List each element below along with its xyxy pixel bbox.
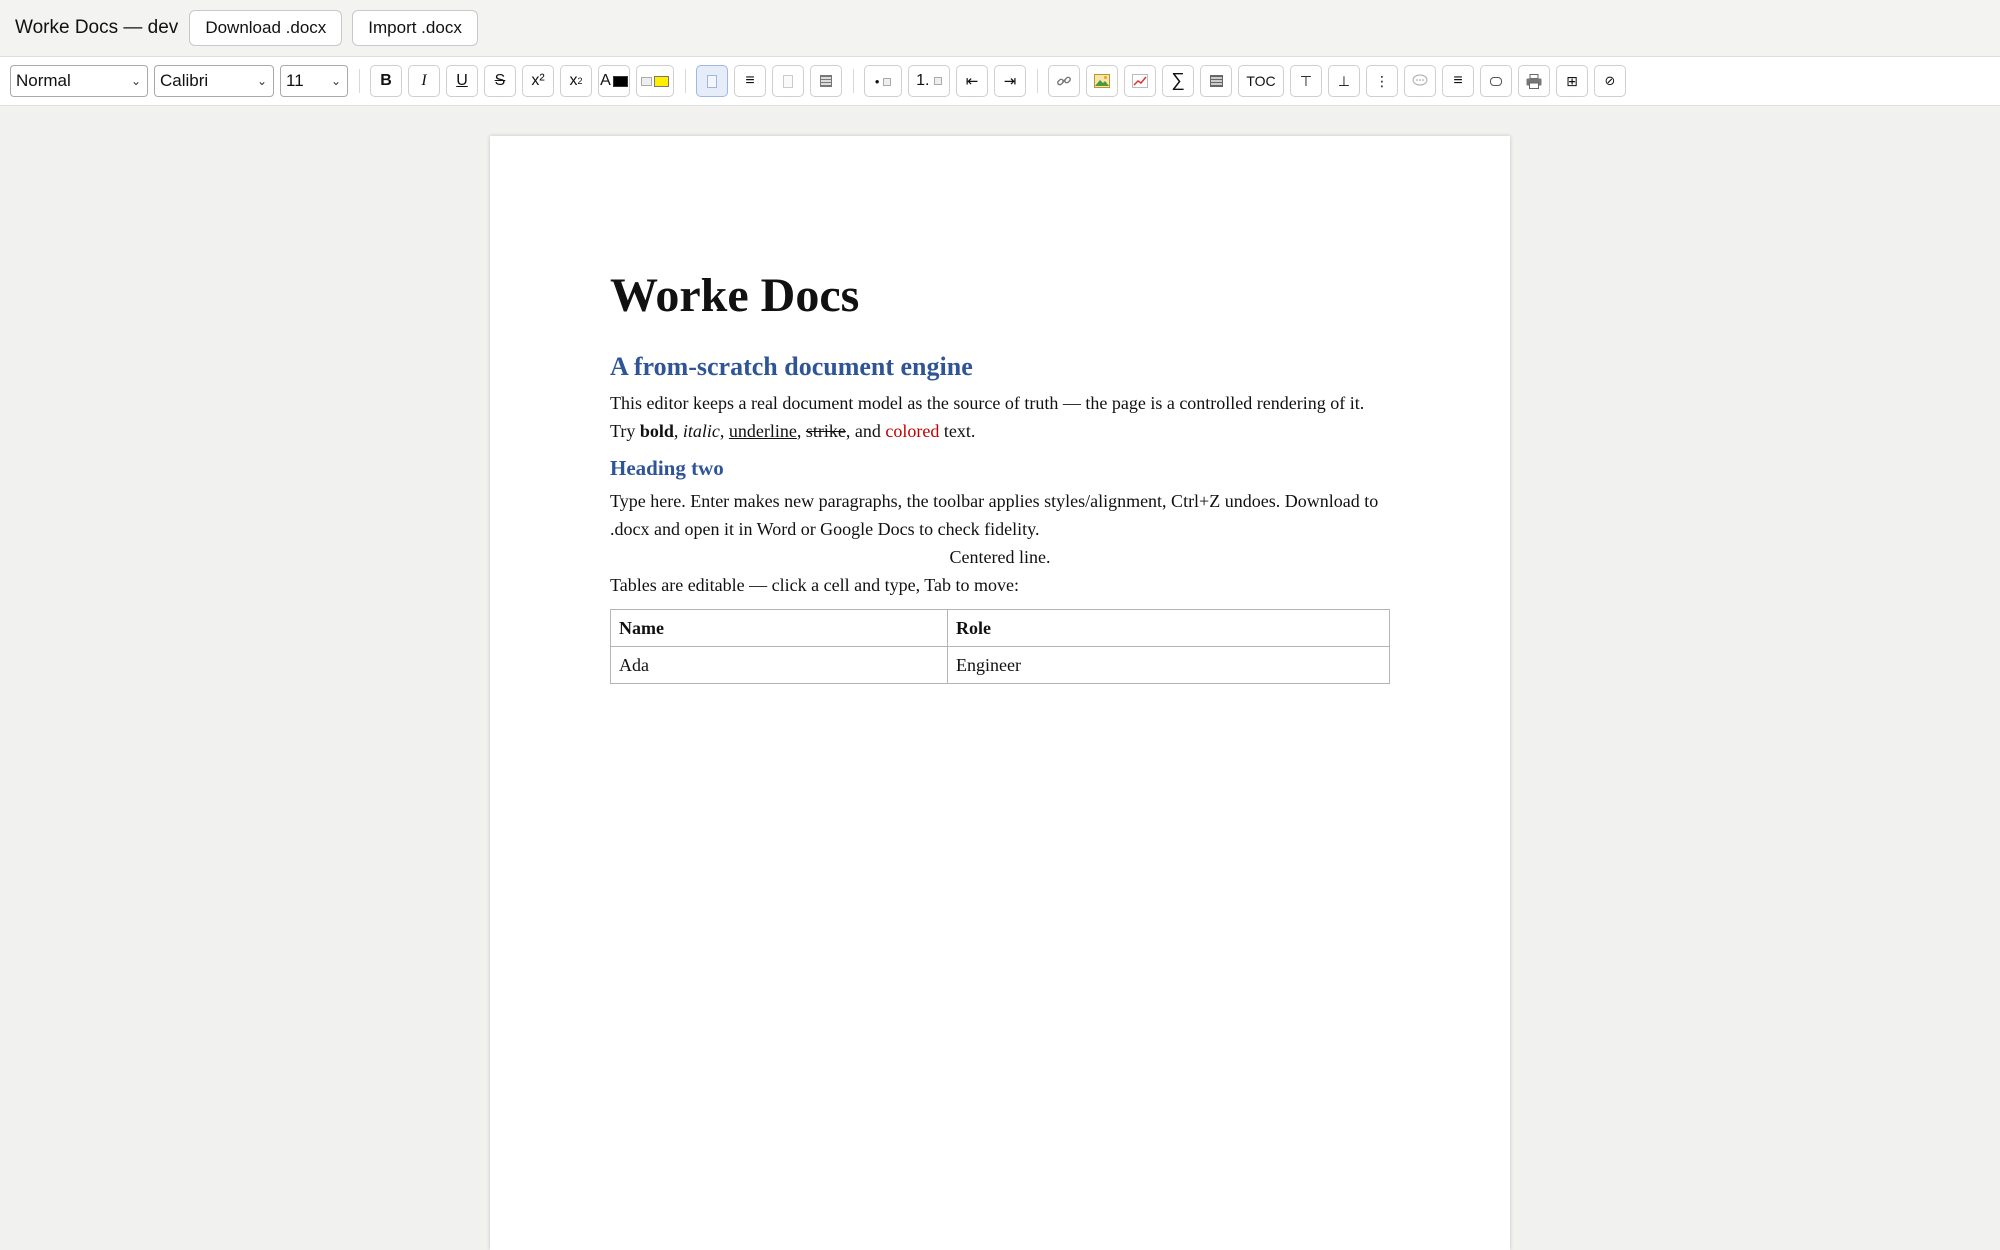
italic-label: I <box>421 72 427 89</box>
numbered-list-label: 1. <box>916 72 930 89</box>
align-bottom-button[interactable] <box>1328 65 1360 97</box>
table-cell[interactable]: Engineer <box>948 647 1390 684</box>
document-table <box>610 609 1390 684</box>
underline-button[interactable] <box>446 65 478 97</box>
bold-label: B <box>380 72 392 89</box>
heading-two[interactable]: Heading two <box>610 456 724 480</box>
subscript-button[interactable] <box>560 65 592 97</box>
image-icon <box>1094 74 1110 88</box>
text-run: Try <box>610 421 640 441</box>
chevron-down-icon: ⌄ <box>330 74 341 88</box>
numbered-list-icon <box>934 77 942 85</box>
indent-button[interactable] <box>994 65 1026 97</box>
outdent-button[interactable] <box>956 65 988 97</box>
align-bottom-icon: ⊥ <box>1337 72 1351 89</box>
toolbar-divider <box>1037 69 1038 93</box>
bold-text: bold <box>639 421 674 441</box>
align-top-icon: ⊤ <box>1299 72 1313 89</box>
highlight-color-swatch <box>654 76 669 87</box>
align-top-button[interactable] <box>1290 65 1322 97</box>
justify-icon <box>820 75 832 87</box>
add-comment-button[interactable] <box>1404 65 1436 97</box>
subscript-label: x <box>569 72 578 89</box>
bold-button[interactable] <box>370 65 402 97</box>
chevron-down-icon: ⌄ <box>256 74 267 88</box>
font-family-select[interactable] <box>154 65 274 97</box>
underline-label: U <box>456 72 468 89</box>
strike-text: strike <box>805 421 846 441</box>
document-page[interactable] <box>490 136 1510 1250</box>
insert-equation-button[interactable] <box>1162 65 1194 97</box>
import-docx-button[interactable]: Import .docx <box>352 10 478 46</box>
paragraph-instructions[interactable]: Type here. Enter makes new paragraphs, the toolbar applies styles/alignment, Ctrl+Z undoes. Download to .docx and open it in Word or Google Docs to check fidelity. <box>610 491 1379 539</box>
text-run: text. <box>939 421 976 441</box>
download-docx-button[interactable]: Download .docx <box>189 10 342 46</box>
highlight-color-button[interactable] <box>636 65 674 97</box>
document-subtitle[interactable]: A from-scratch document engine <box>610 352 973 381</box>
toolbar-divider <box>359 69 360 93</box>
font-size-value: 11 <box>286 71 304 90</box>
paragraph-style-select[interactable] <box>10 65 148 97</box>
clear-format-icon: ⊘ <box>1604 73 1616 88</box>
justify-button[interactable] <box>810 65 842 97</box>
paragraph-formatting-demo[interactable] <box>610 417 1390 445</box>
formatting-toolbar <box>0 57 2000 106</box>
align-center-icon: ≡ <box>745 72 755 89</box>
equation-icon: ∑ <box>1171 70 1185 91</box>
insert-chart-button[interactable] <box>1124 65 1156 97</box>
align-left-icon <box>707 75 717 88</box>
indent-icon: ⇥ <box>1003 73 1017 90</box>
text-run: , <box>673 421 683 441</box>
align-left-button[interactable] <box>696 65 728 97</box>
paragraph-table-intro[interactable]: Tables are editable — click a cell and type, Tab to move: <box>610 575 1019 595</box>
menu-button[interactable] <box>1442 65 1474 97</box>
align-center-button[interactable] <box>734 65 766 97</box>
print-icon <box>1526 74 1542 89</box>
text-color-button[interactable] <box>598 65 630 97</box>
text-color-swatch <box>613 76 628 87</box>
text-color-label: A <box>600 72 611 89</box>
insert-shape-button[interactable] <box>1480 65 1512 97</box>
paragraph-style-value: Normal <box>16 71 71 90</box>
superscript-button[interactable] <box>522 65 554 97</box>
underline-text: underline <box>728 421 797 441</box>
text-run: , <box>796 421 806 441</box>
superscript-label: x² <box>531 72 545 89</box>
subscript-digit: 2 <box>577 76 583 86</box>
top-bar <box>0 0 2000 57</box>
toc-label: TOC <box>1246 73 1276 89</box>
table-header-row <box>611 610 1390 647</box>
font-size-select[interactable] <box>280 65 348 97</box>
chevron-down-icon: ⌄ <box>130 74 141 88</box>
table-icon <box>1210 75 1223 87</box>
text-run: , <box>719 421 729 441</box>
numbered-list-button[interactable] <box>908 65 950 97</box>
insert-image-button[interactable] <box>1086 65 1118 97</box>
strikethrough-button[interactable] <box>484 65 516 97</box>
bullet-list-icon: • <box>875 74 891 89</box>
insert-link-button[interactable] <box>1048 65 1080 97</box>
outdent-icon: ⇤ <box>965 73 979 90</box>
centered-line[interactable]: Centered line. <box>949 547 1051 567</box>
app-title: Worke Docs — dev <box>15 17 179 38</box>
shape-icon <box>1490 77 1502 86</box>
font-family-value: Calibri <box>160 71 209 90</box>
align-right-icon <box>783 75 793 88</box>
bullet-list-button[interactable] <box>864 65 902 97</box>
toolbar-divider <box>685 69 686 93</box>
table-header-cell[interactable]: Name <box>611 610 948 647</box>
align-right-button[interactable] <box>772 65 804 97</box>
grid-button[interactable] <box>1556 65 1588 97</box>
colored-text: colored <box>885 421 940 441</box>
paragraph-intro[interactable]: This editor keeps a real document model as the source of truth — the page is a controlled rendering of it. <box>610 393 1365 413</box>
print-button[interactable] <box>1518 65 1550 97</box>
strike-label: S <box>494 72 506 89</box>
more-icon: ⋮ <box>1375 72 1389 89</box>
grid-icon: ⊞ <box>1566 72 1578 89</box>
table-header-cell[interactable]: Role <box>948 610 1390 647</box>
clear-formatting-button[interactable] <box>1594 65 1626 97</box>
insert-table-button[interactable] <box>1200 65 1232 97</box>
table-row <box>611 647 1390 684</box>
link-icon <box>1056 73 1072 89</box>
document-body[interactable] <box>610 266 1390 684</box>
italic-text: italic <box>682 421 720 441</box>
document-title[interactable]: Worke Docs <box>610 269 860 322</box>
menu-icon: ≡ <box>1453 72 1463 89</box>
insert-toc-button[interactable] <box>1238 65 1284 97</box>
chart-icon <box>1132 74 1148 88</box>
highlight-icon <box>641 77 652 86</box>
more-options-button[interactable] <box>1366 65 1398 97</box>
comment-icon <box>1412 74 1428 88</box>
italic-button[interactable] <box>408 65 440 97</box>
toolbar-divider <box>853 69 854 93</box>
table-cell[interactable]: Ada <box>611 647 948 684</box>
text-run: , and <box>845 421 886 441</box>
